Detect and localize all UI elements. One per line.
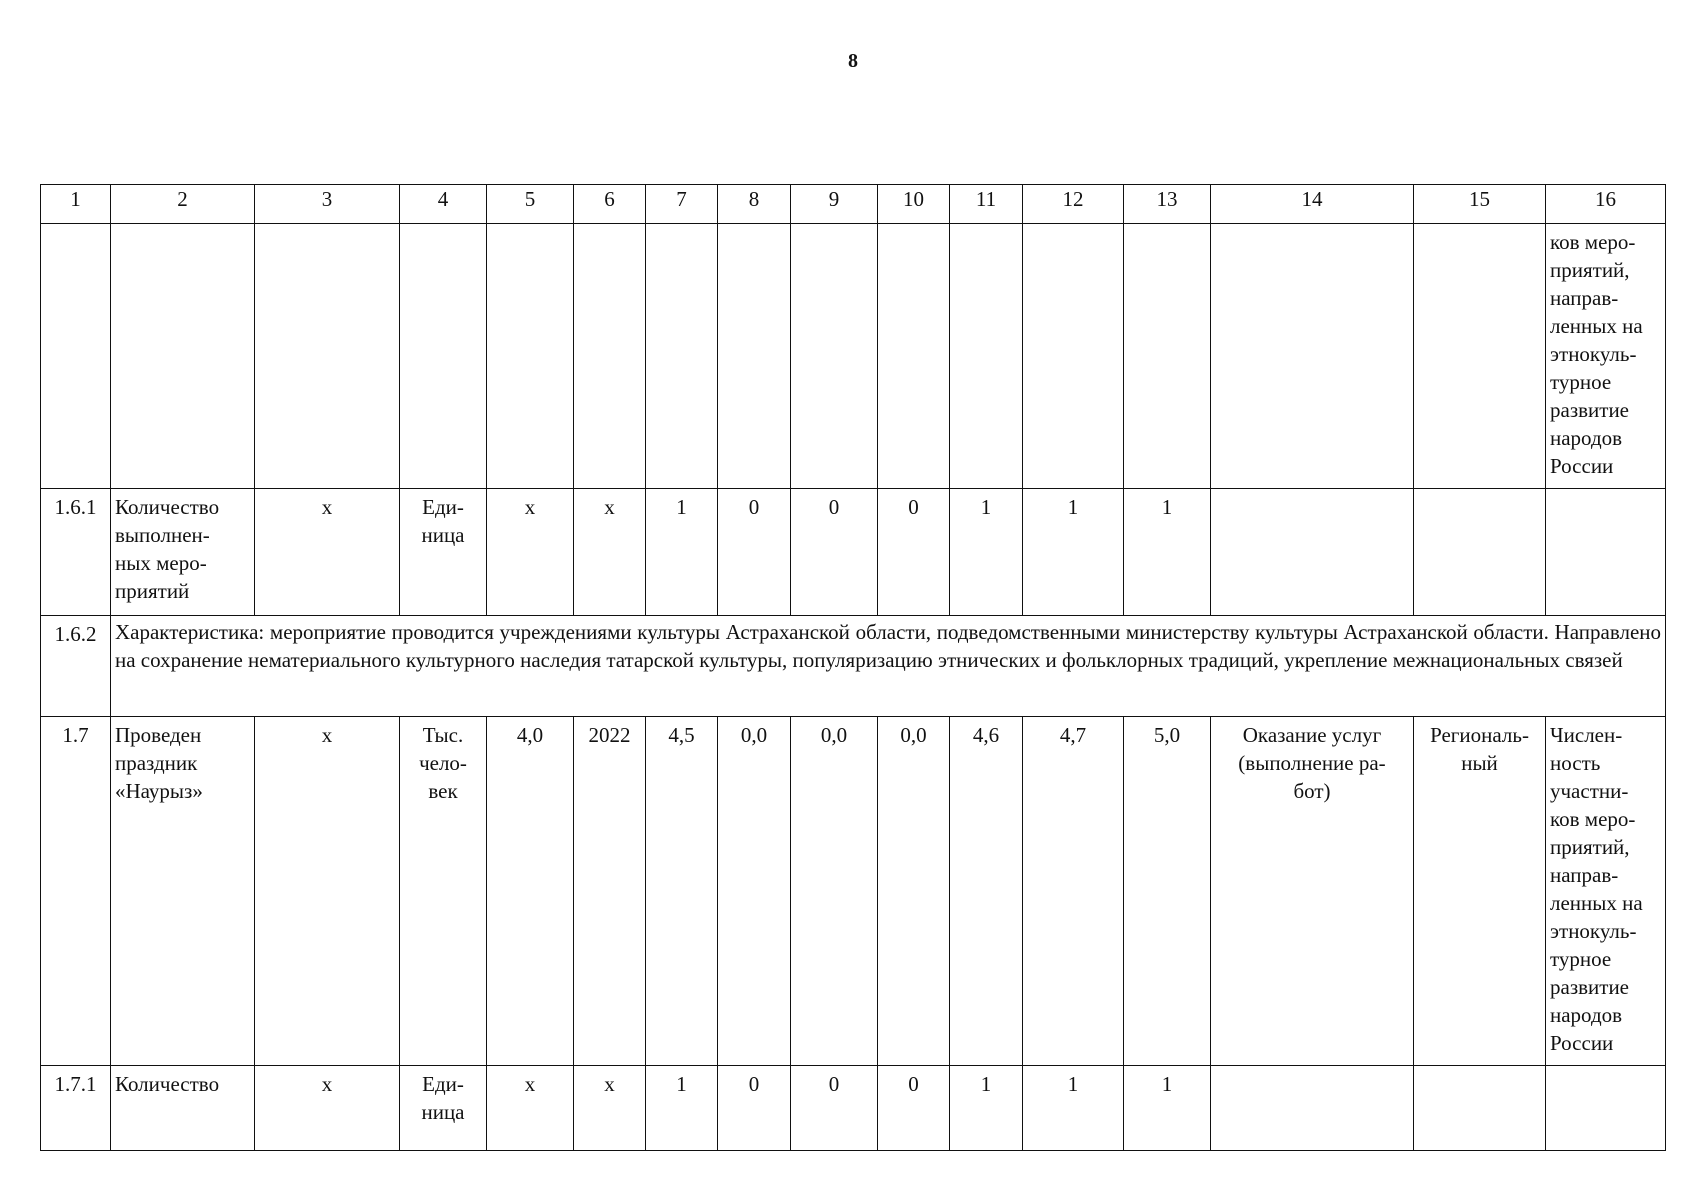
table-cell (400, 224, 487, 489)
table-cell: 1 (1023, 489, 1124, 616)
table-cell (574, 224, 646, 489)
table-cell (1414, 1066, 1546, 1151)
indicator-description-cell: ков меро- приятий, направ- ленных на этнокуль- турное развитие народов России (1546, 224, 1666, 489)
table-cell (950, 224, 1023, 489)
header-cell: 3 (255, 185, 400, 224)
table-cell: 1 (1124, 489, 1211, 616)
header-cell: 2 (111, 185, 255, 224)
header-cell: 14 (1211, 185, 1414, 224)
table-row-1-7-1 (41, 1066, 1666, 1151)
header-cell: 7 (646, 185, 718, 224)
table-cell: х (574, 489, 646, 616)
table-cell (1211, 489, 1414, 616)
table-cell: 5,0 (1124, 717, 1211, 1066)
header-cell: 15 (1414, 185, 1546, 224)
table-cell (1414, 224, 1546, 489)
table-cell (1211, 1066, 1414, 1151)
table-cell: 1 (950, 1066, 1023, 1151)
table-cell: 1 (1124, 1066, 1211, 1151)
table-cell (255, 224, 400, 489)
header-cell: 8 (718, 185, 791, 224)
table-cell (718, 224, 791, 489)
unit-cell: Еди- ница (400, 1066, 487, 1151)
table-cell: 2022 (574, 717, 646, 1066)
row-number: 1.6.1 (41, 489, 111, 616)
row-name: Количество выполнен- ных меро- приятий (111, 489, 255, 616)
characteristic-text: Характеристика: мероприятие проводится учреждениями культуры Астраханской области, подведомственными министерству культуры Астраханской области. Направлено на сохранение нематериального культурного наследия татарской культуры, популяризацию этнических и фольклорных традиций, укрепление межнациональных связей (111, 616, 1666, 717)
table-row-1-6-2 (41, 616, 1666, 717)
table-cell (1023, 224, 1124, 489)
table-cell (487, 224, 574, 489)
table-cell: 0,0 (878, 717, 950, 1066)
table-cell: х (487, 1066, 574, 1151)
header-cell: 4 (400, 185, 487, 224)
table-cell: 0,0 (791, 717, 878, 1066)
table-cell: 0,0 (718, 717, 791, 1066)
table-cell (791, 224, 878, 489)
table-cell: 4,0 (487, 717, 574, 1066)
unit-cell: Тыс. чело- век (400, 717, 487, 1066)
indicator-description-cell: Числен- ность участни- ков меро- приятий, направ- ленных на этнокуль- турное развитие народов России (1546, 717, 1666, 1066)
table-cell: 0 (878, 1066, 950, 1151)
service-type-cell: Оказание услуг (выполнение ра- бот) (1211, 717, 1414, 1066)
table-cell: х (574, 1066, 646, 1151)
header-cell: 11 (950, 185, 1023, 224)
table-cell: 1 (646, 1066, 718, 1151)
header-cell: 13 (1124, 185, 1211, 224)
table-cell (1414, 489, 1546, 616)
table-cell (1211, 224, 1414, 489)
table-cell: 0 (878, 489, 950, 616)
table-cell: 4,6 (950, 717, 1023, 1066)
table-cell (111, 224, 255, 489)
header-cell: 1 (41, 185, 111, 224)
table-cell: 1 (1023, 1066, 1124, 1151)
level-cell: Региональ- ный (1414, 717, 1546, 1066)
row-number: 1.6.2 (41, 616, 111, 717)
header-cell: 5 (487, 185, 574, 224)
table-cell: 4,5 (646, 717, 718, 1066)
header-row (41, 185, 1666, 224)
header-cell: 12 (1023, 185, 1124, 224)
table-cell: 0 (718, 489, 791, 616)
table-cell (878, 224, 950, 489)
page-number: 8 (848, 50, 858, 72)
table-cell: 0 (791, 489, 878, 616)
table-cell: х (255, 1066, 400, 1151)
row-number: 1.7.1 (41, 1066, 111, 1151)
table-row-1-7 (41, 717, 1666, 1066)
unit-cell: Еди- ница (400, 489, 487, 616)
row-number: 1.7 (41, 717, 111, 1066)
table-cell (1124, 224, 1211, 489)
row-name: Проведен праздник «Наурыз» (111, 717, 255, 1066)
table-cell (1546, 1066, 1666, 1151)
header-cell: 9 (791, 185, 878, 224)
table-cell: х (255, 489, 400, 616)
header-cell: 16 (1546, 185, 1666, 224)
table-row-1-6-1 (41, 489, 1666, 616)
header-cell: 10 (878, 185, 950, 224)
table-cell: 1 (950, 489, 1023, 616)
table-cell (1546, 489, 1666, 616)
table-cell: 4,7 (1023, 717, 1124, 1066)
table-cell: 0 (718, 1066, 791, 1151)
table-cell: 0 (791, 1066, 878, 1151)
table-row-continued (41, 224, 1666, 489)
row-name: Количество (111, 1066, 255, 1151)
table-cell (646, 224, 718, 489)
table-cell: 1 (646, 489, 718, 616)
table-cell: х (487, 489, 574, 616)
header-cell: 6 (574, 185, 646, 224)
table-cell (41, 224, 111, 489)
table-cell: х (255, 717, 400, 1066)
indicators-table (40, 184, 1666, 1151)
